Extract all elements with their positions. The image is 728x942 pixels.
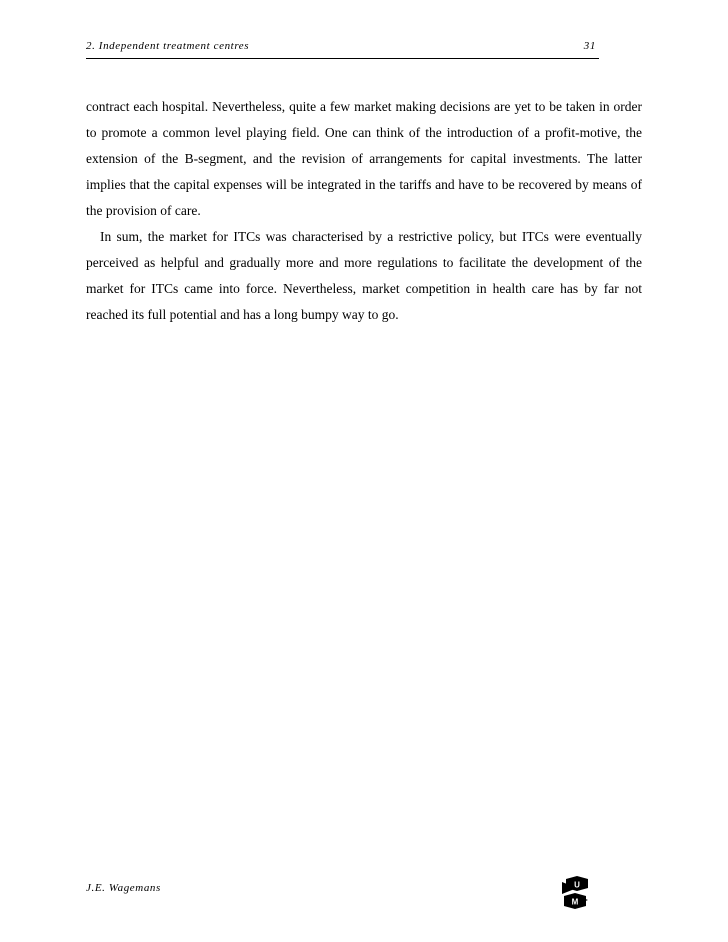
chapter-title: 2. Independent treatment centres <box>86 40 250 52</box>
svg-text:U: U <box>574 880 580 890</box>
body-text <box>86 94 642 328</box>
svg-text:M: M <box>571 897 579 907</box>
author-footer: J.E. Wagemans <box>86 882 161 894</box>
paragraph: contract each hospital. Nevertheless, quite a few market making decisions are yet to be taken in order to promote a common level playing field. One can think of the introduction of a profit-motive, the extension of the B-segment, and the revision of arrangements for capital investments. The latter implies that the capital expenses will be integrated in the tariffs and have to be recovered by means of the provision of care. <box>86 99 642 218</box>
paragraph: In sum, the market for ITCs was characterised by a restrictive policy, but ITCs were eventually perceived as helpful and gradually more and more regulations to facilitate the development of the market for ITCs came into force. Nevertheless, market competition in health care has by far not reached its full potential and has a long bumpy way to go. <box>86 229 642 322</box>
page-number: 31 <box>583 40 596 52</box>
university-logo-icon <box>560 876 590 910</box>
running-header <box>86 40 599 59</box>
